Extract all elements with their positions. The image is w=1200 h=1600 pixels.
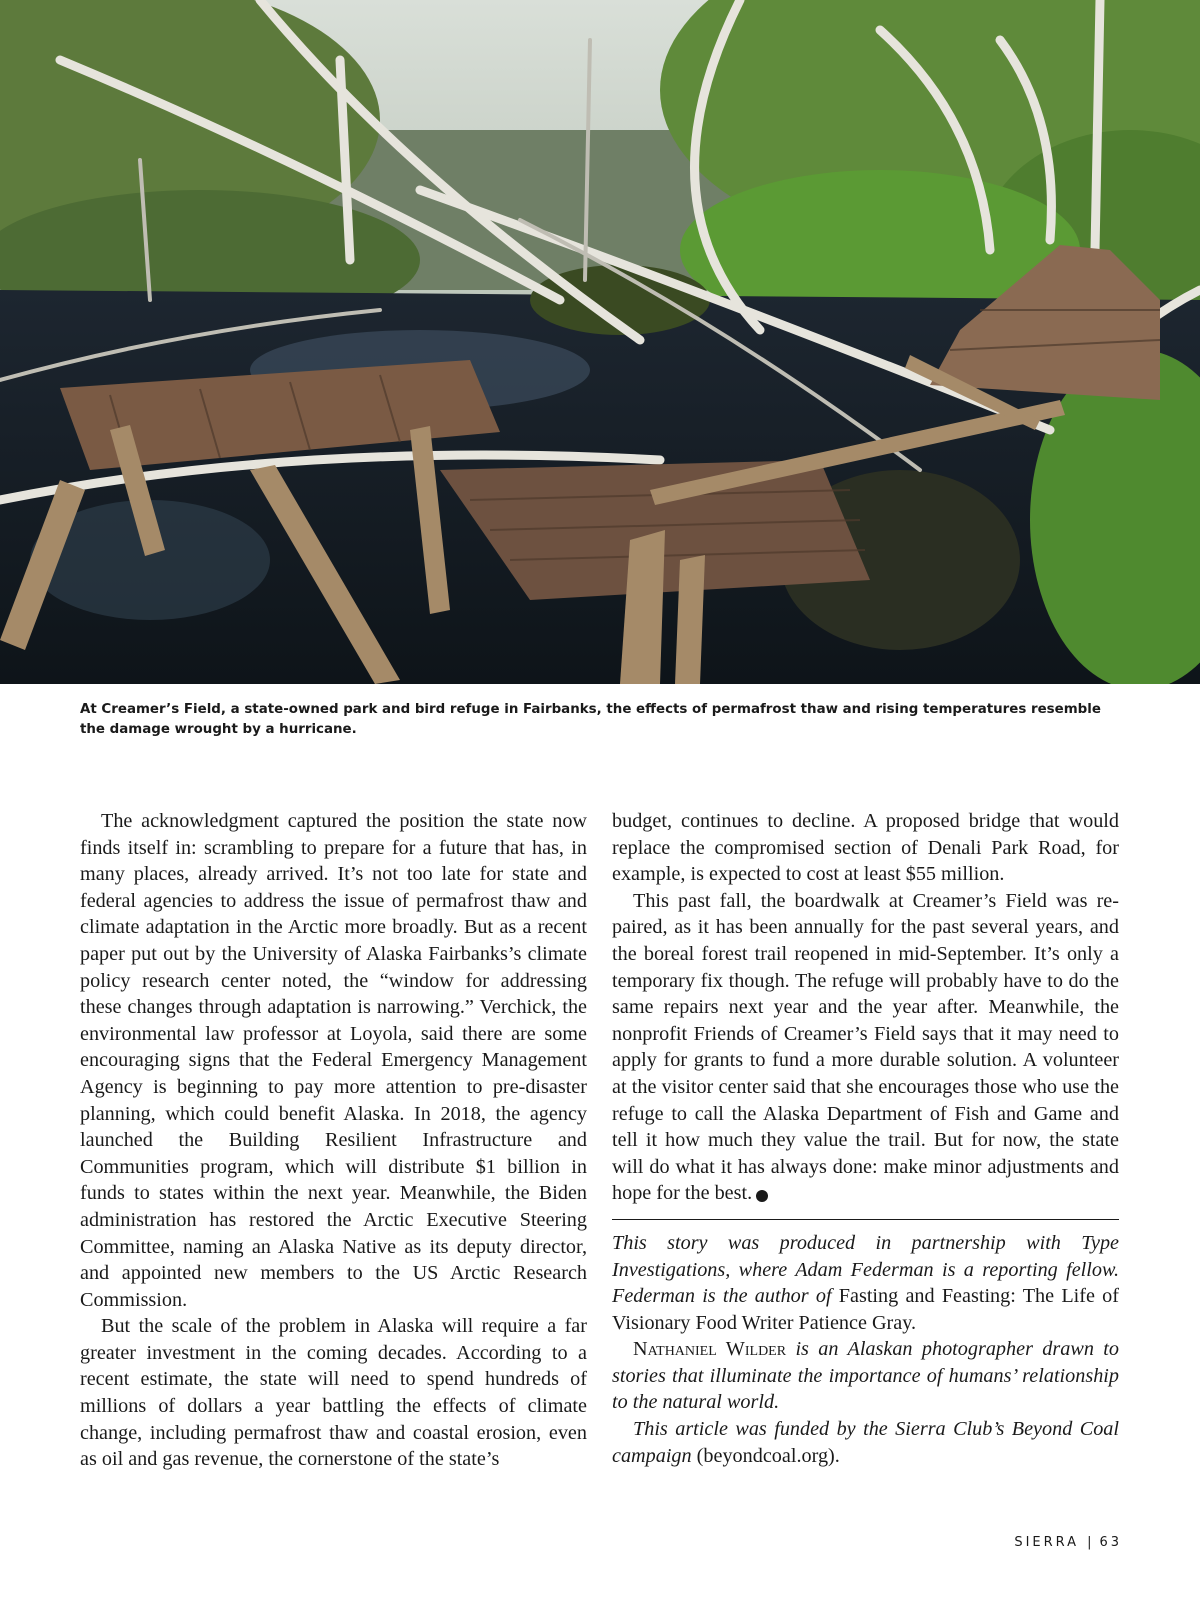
swamp-boardwalk-photo-icon — [0, 0, 1200, 684]
photo-caption: At Creamer’s Field, a state-owned park and bird refuge in Fairbanks, the effects of permafrost thaw and rising temperatures resemble the damage wrought by a hurricane. — [80, 702, 1101, 737]
body-paragraph: But the scale of the problem in Alaska will require a far greater investment in the coming decades. According to a recent estimate, the state will need to spend hundreds of millions of dollars a year battling the effects of climate change, including permafrost thaw and coastal erosion, even as oil and gas revenue, the cornerstone of the state’s — [80, 1315, 587, 1471]
credit-story-text: This story was produced in partnership with Type Investigations, where Adam Federman is a reporting fellow. Federman is the author of — [612, 1231, 1119, 1308]
photographer-name: Nathaniel Wilder — [633, 1338, 787, 1361]
page-number: 63 — [1099, 1535, 1122, 1550]
body-paragraph: The acknowledgment captured the position the state now finds itself in: scrambling to prepare for a future that has, in many places, already arrived. It’s not too late for state and federal agencies to address the issue of permafrost thaw and climate adaptation in the Arctic more broadly. But as a recent paper put out by the University of Alaska Fairbanks’s climate policy research center noted, the “window for addressing these changes through adaptation is narrowing.” Verchick, the environmental law professor at Loyola, said there are some encouraging signs that the Federal Emergency Management Agency is beginning to pay more attention to pre-disaster planning, which could benefit Alaska. In 2018, the agency launched the Building Resilient Infrastructure and Communities program, which will distribute $1 billion in funds to states within the next year. Meanwhile, the Biden administration has restored the Arctic Executive Steering Committee, naming an Alaska Native as its deputy director, and appointed new members to the US Arctic Research Commission. — [80, 810, 587, 1311]
end-mark-icon: S — [756, 1190, 768, 1202]
article-column-left — [80, 808, 587, 1473]
credit-photographer — [612, 1336, 1119, 1416]
body-paragraph: budget, continues to decline. A proposed bridge that would replace the compromised section of Denali Park Road, for example, is expected to cost at least $55 million. — [612, 810, 1119, 886]
folio-separator: | — [1087, 1535, 1092, 1550]
credit-story — [612, 1230, 1119, 1336]
article-column-right — [612, 808, 1119, 1469]
credit-story-end: . — [911, 1311, 917, 1334]
credit-funding — [612, 1416, 1119, 1469]
credit-funding-url: (beyondcoal.org). — [691, 1444, 840, 1467]
credit-photographer-text: is an Alaskan photographer drawn to stories that illuminate the importance of humans’ relationship to the natural world. — [612, 1338, 1119, 1414]
divider — [612, 1219, 1119, 1220]
credit-funding-text: This article was funded by the Sierra Club’s Beyond Coal campaign — [612, 1418, 1119, 1467]
article-photo — [0, 0, 1200, 684]
body-text: This past fall, the boardwalk at Creamer’s Field was repaired, as it has been annually for the past several years, and the boreal forest trail reopened in mid-September. It’s only a temporary fix though. The refuge will probably have to do the same repairs next year and the year after. Meanwhile, the nonprofit Friends of Creamer’s Field says that it may need to apply for grants to fund a more durable solution. A volunteer at the visitor center said that she encourages those who use the refuge to call the Alaska Department of Fish and Game and tell it how much they value the trail. But for now, the state will do what it has always done: make minor adjustments and hope for the best. — [612, 889, 1119, 1205]
body-paragraph — [612, 888, 1119, 1207]
page-folio — [1014, 1535, 1122, 1550]
book-title: Fasting and Feasting: The Life of Visionary Food Writer Patience Gray — [612, 1285, 1119, 1334]
magazine-name: SIERRA — [1014, 1535, 1080, 1550]
article-credits — [612, 1230, 1119, 1469]
